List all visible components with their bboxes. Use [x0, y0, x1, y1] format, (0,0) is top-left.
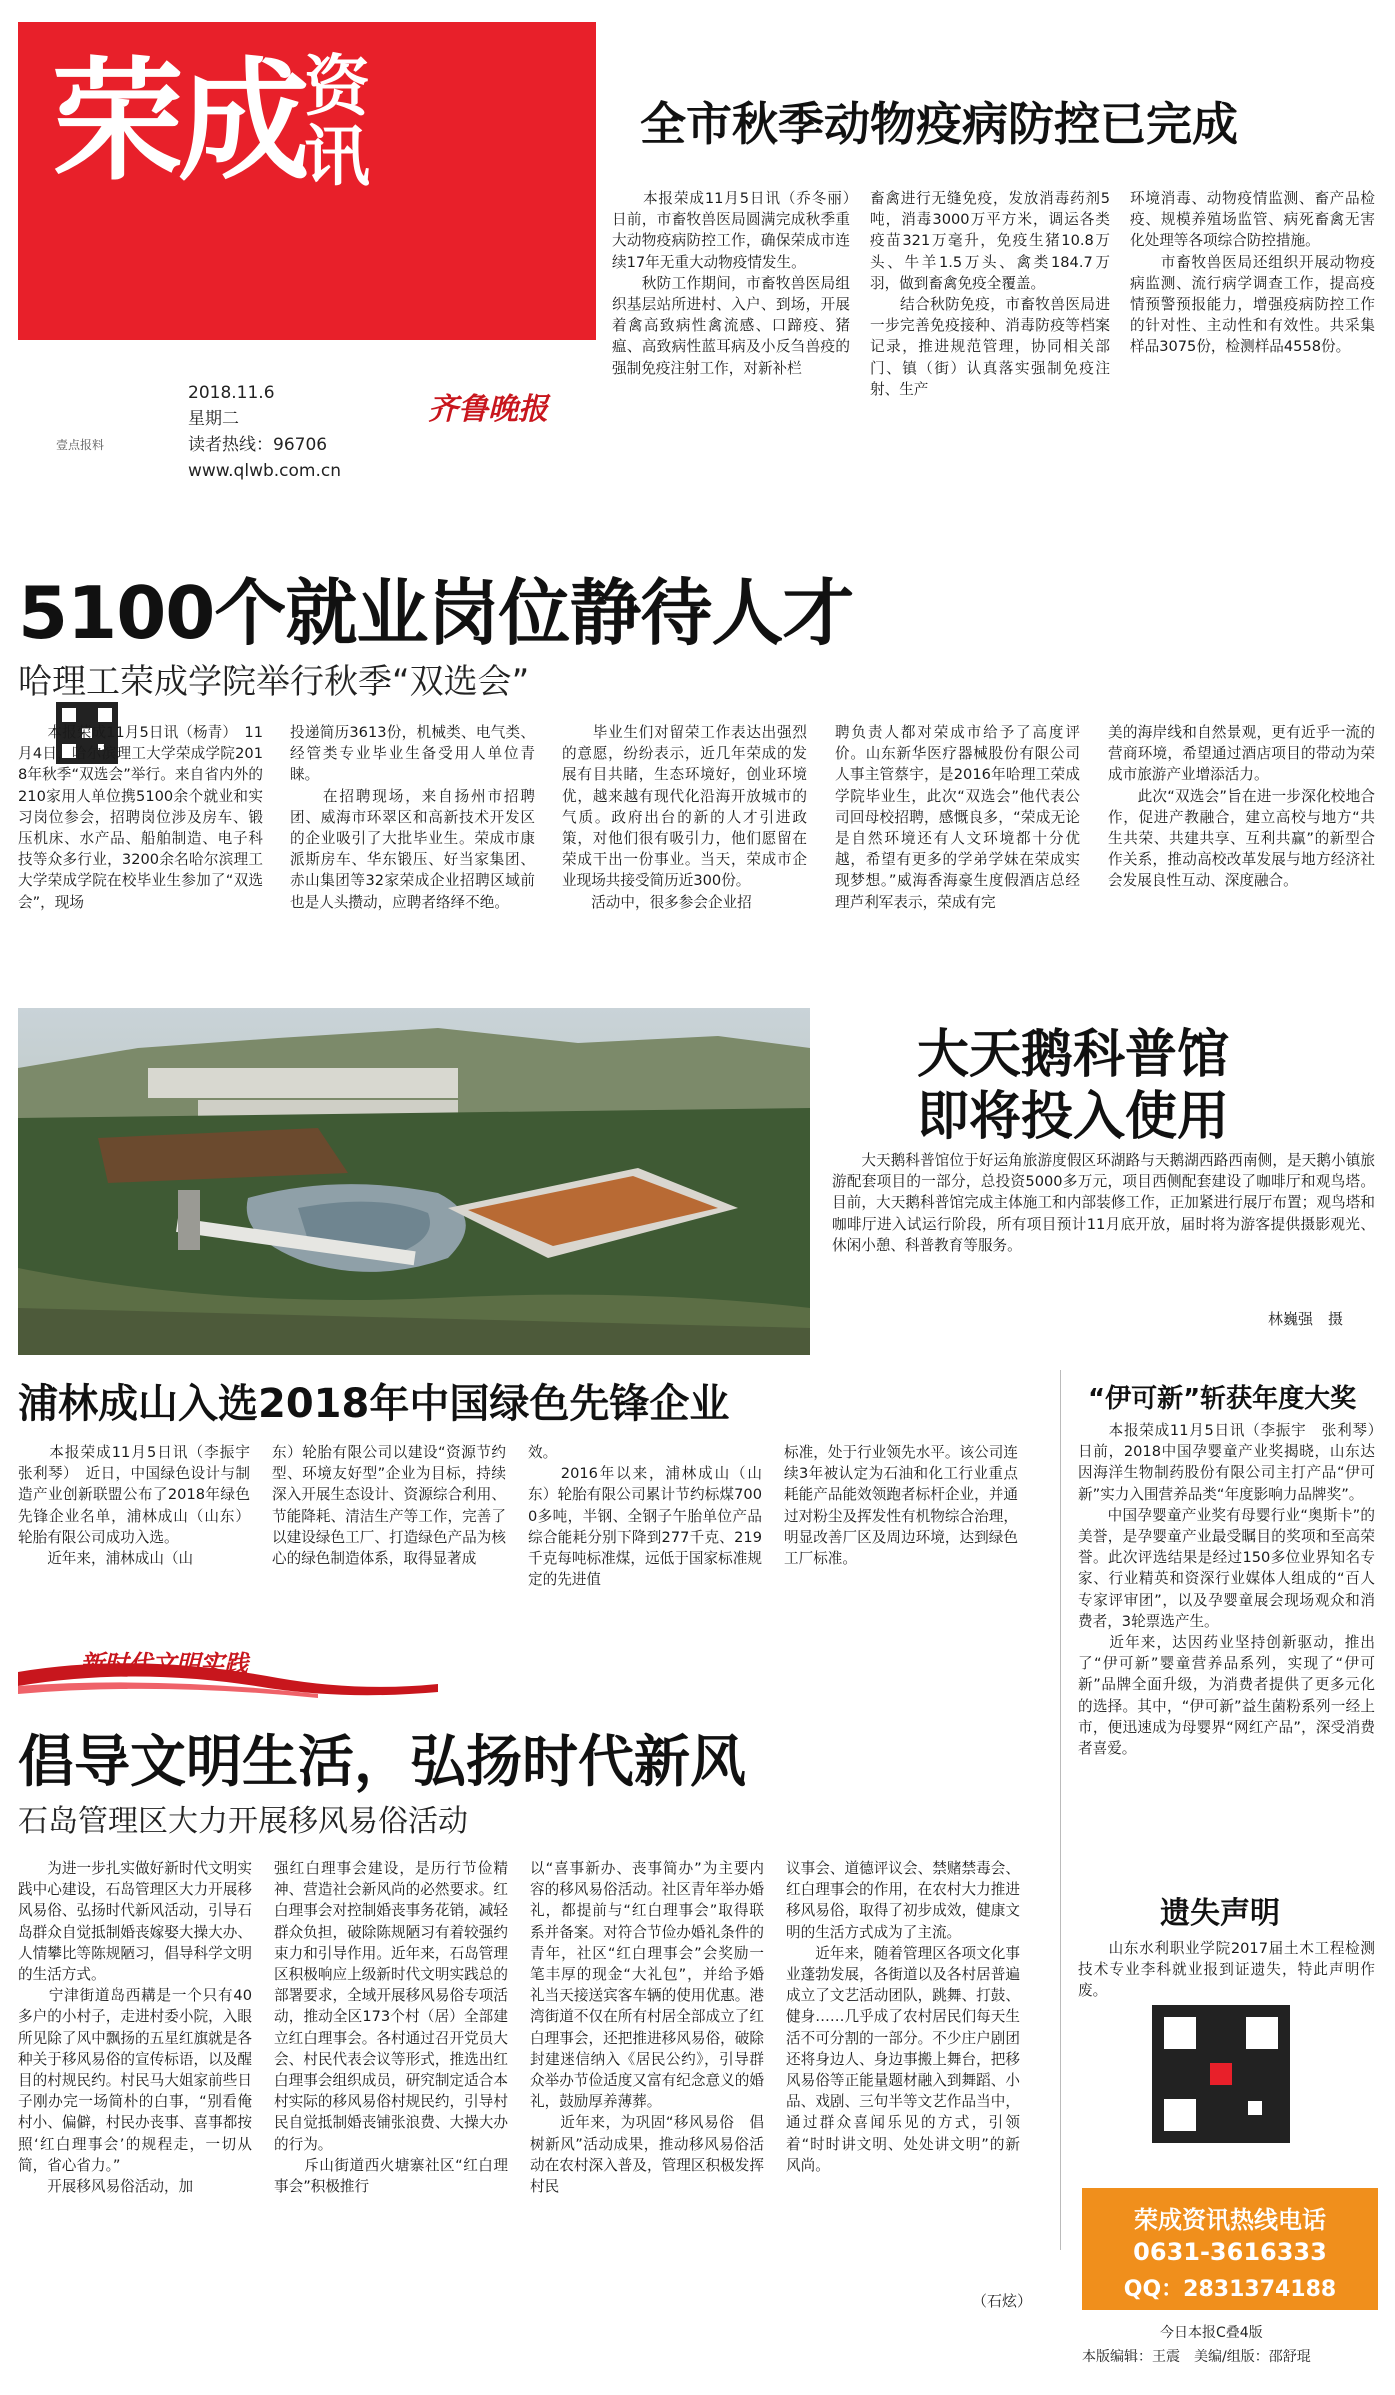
masthead-info-panel [18, 340, 596, 512]
article1-col3: 环境消毒、动物疫情监测、畜产品检疫、规模养殖场监管、病死畜禽无害化处理等各项综合防控措施。 市畜牧兽医局还组织开展动物疫病监测、流行病学调查工作，提高疫情预警预报能力，增强疫病防控工作的针对性、主动性和有效性。共采集样品3075份，检测样品4558份。 [1130, 190, 1375, 356]
aerial-photo-image [18, 1008, 810, 1355]
article6-byline: （石炫） [972, 2292, 1033, 2310]
paper-name-logo: 齐鲁晚报 [428, 392, 548, 427]
article6-col4: 议事会、道德评议会、禁赌禁毒会、红白理事会的作用，在农村大力推进移风易俗，取得了初步成效，健康文明的生活方式成为了主流。 近年来，随着管理区各项文化事业蓬勃发展，各街道以及各村居普遍成立了文艺活动团队，跳舞、打鼓、健身……几乎成了农村居民们每天生活不可分割的一部分。不少庄户剧团还将身边人、身边事搬上舞台，把移风易俗等正能量题材融入到舞蹈、小品、戏剧、三句半等文艺作品当中，通过群众喜闻乐见的方式，引领着“时时讲文明、处处讲文明”的新风尚。 [786, 1860, 1020, 2174]
article6-col3: 以“喜事新办、丧事简办”为主要内容的移风易俗活动。社区青年举办婚礼，都提前与“红白理事会”取得联系并备案。对符合节俭办婚礼条件的青年，社区“红白理事会”会奖励一笔丰厚的现金“大礼包”，并给予婚礼当天接送宾客车辆的使用优惠。港湾街道不仅在所有村居全部成立了红白理事会，还把推进移风易俗，破除封建迷信纳入《居民公约》，引导群众举办节俭适度又富有纪念意义的婚礼，鼓励厚养薄葬。 近年来，为巩固“移风易俗 倡树新风”活动成果，推动移风易俗活动在农村深入普及，管理区积极发挥村民 [530, 1860, 764, 2196]
notice-body: 山东水利职业学院2017届土木工程检测技术专业李科就业报到证遗失，特此声明作废。 [1078, 1940, 1375, 2000]
article2-col4: 聘负责人都对荣成市给予了高度评价。山东新华医疗器械股份有限公司人事主管蔡宇，是2016年哈理工荣成学院毕业生，此次“双选会”他代表公司回母校招聘，感慨良多，“荣成无论是自然环境还有人文环境都十分优越，希望有更多的学弟学妹在荣成实现梦想。”威海香海豪生度假酒店总经理芦利军表示，荣成有完 [835, 724, 1080, 911]
article2-subhead: 哈理工荣成学院举行秋季“双选会” [18, 662, 530, 702]
article4-col3: 效。 2016年以来，浦林成山（山东）轮胎有限公司累计节约标煤7000多吨，半钢、全钢子午胎单位产品综合能耗分别下降到277千克、219千克每吨标准煤，远低于国家标准规定的先进值 [528, 1444, 762, 1589]
footer-credits: 本版编辑：王震 美编/组版：邵舒琨 [1082, 2349, 1311, 2365]
article2-headline: 5100个就业岗位静待人才 [18, 571, 854, 655]
notice-headline: 遗失声明 [1160, 1896, 1280, 1931]
footer-note: 今日本报C叠4版 [1160, 2325, 1263, 2341]
article3-body: 大天鹅科普馆位于好运角旅游度假区环湖路与天鹅湖西路西南侧，是天鹅小镇旅游配套项目的一部分，总投资5000多万元，项目西侧配套建设了咖啡厅和观鸟塔。目前，大天鹅科普馆完成主体施工和内部装修工作，正加紧进行展厅布置；观鸟塔和咖啡厅进入试运行阶段，所有项目预计11月底开放，届时将为游客提供摄影观光、休闲小憩、科普教育等服务。 [832, 1152, 1375, 1254]
reader-hotline: 读者热线：96706 [188, 435, 328, 455]
article6-col1: 为进一步扎实做好新时代文明实践中心建设，石岛管理区大力开展移风易俗、弘扬时代新风活动，引导石岛群众自觉抵制婚丧嫁娶大操大办、人情攀比等陈规陋习，倡导科学文明的生活方式。 宁津街道岛西耩是一个只有40多户的小村子，走进村委小院，入眼所见除了风中飘扬的五星红旗就是各种关于移风易俗的宣传标语，以及醒目的村规民约。村民马大姐家前些日子刚办完一场简朴的白事，“别看俺村小、偏僻，村民办丧事、喜事都按照‘红白理事会’的规程走，一切从简，省心省力。” 开展移风易俗活动，加 [18, 1860, 252, 2196]
hotline-ad-box [1082, 2188, 1378, 2310]
article1-headline: 全市秋季动物疫病防控已完成 [640, 97, 1238, 151]
banner-label: 新时代文明实践 [80, 1650, 248, 1678]
article6-headline: 倡导文明生活，弘扬时代新风 [18, 1730, 746, 1795]
article5-body: 本报荣成11月5日讯（李振宇 张利琴） 日前，2018中国孕婴童产业奖揭晓，山东达因海洋生物制药股份有限公司主打产品“伊可新”实力入围营养品类“年度影响力品牌奖”。 中国孕婴童产业奖有母婴行业“奥斯卡”的美誉，是孕婴童产业最受瞩目的奖项和至高荣誉。此次评选结果是经过150多位业界知名专家、行业精英和资深行业媒体人组成的“百人专家评审团”，以及孕婴童展会现场观众和消费者，3轮票选产生。 近年来，达因药业坚持创新驱动，推出了“伊可新”婴童营养品系列，实现了“伊可新”品牌全面升级，为消费者提供了更多元化的选择。其中，“伊可新”益生菌粉系列一经上市，便迅速成为母婴界“网红产品”，深受消费者喜爱。 [1078, 1422, 1375, 1758]
ad-qq[interactable]: QQ：2831374188 [1123, 2277, 1337, 2302]
civilization-banner [18, 1642, 438, 1700]
article4-col1: 本报荣成11月5日讯（李振宇 张利琴） 近日，中国绿色设计与制造产业创新联盟公布了2018年绿色先锋企业名单，浦林成山（山东）轮胎有限公司成功入选。 近年来，浦林成山（山 [18, 1444, 250, 1568]
article4-col2: 东）轮胎有限公司以建设“资源节约型、环境友好型”企业为目标，持续深入开展生态设计、资源综合利用、节能降耗、清洁生产等工作，完善了以建设绿色工厂、打造绿色产品为核心的绿色制造体系，取得显著成 [272, 1444, 506, 1568]
ad-phone[interactable]: 0631-3616333 [1133, 2238, 1327, 2266]
photo-credit: 林巍强 摄 [1268, 1310, 1344, 1328]
article6-col2: 强红白理事会建设，是历行节俭精神、营造社会新风尚的必然要求。红白理事会对控制婚丧事务花销，减轻群众负担，破除陈规陋习有着较强约束力和引导作用。近年来，石岛管理区积极响应上级新时代文明实践总的部署要求，全域开展移风易俗专项活动，推动全区173个村（居）全部建立红白理事会。各村通过召开党员大会、村民代表会议等形式，推选出红白理事会组织成员，研究制定适合本村实际的移风易俗村规民约，引导村民自觉抵制婚丧铺张浪费、大操大办的行为。 斥山街道西火塘寨社区“红白理事会”积极推行 [274, 1860, 508, 2196]
issue-weekday: 星期二 [188, 409, 239, 429]
article3-headline-line2: 即将投入使用 [917, 1087, 1230, 1147]
qr-code-icon [1152, 2005, 1290, 2143]
article1-col2: 畜禽进行无缝免疫，发放消毒药剂5吨，消毒3000万平方米，调运各类疫苗321万毫升，免疫生猪10.8万头、牛羊1.5万头、禽类184.7万羽，做到畜禽免疫全覆盖。 结合秋防免疫，市畜牧兽医局进一步完善免疫接种、消毒防疫等档案记录，推进规范管理，协同相关部门、镇（街）认真落实强制免疫注射、生产 [870, 190, 1110, 398]
issue-date: 2018.11.6 [188, 383, 275, 403]
article1-col1: 本报荣成11月5日讯（乔冬丽） 日前，市畜牧兽医局圆满完成秋季重大动物疫病防控工作，确保荣成市连续17年无重大动物疫情发生。 秋防工作期间，市畜牧兽医局组织基层站所进村、入户、到场，开展着禽高致病性禽流感、口蹄疫、猪瘟、高致病性蓝耳病及小反刍兽疫的强制免疫注射工作，对新补栏 [612, 190, 850, 377]
article2-col1: 本报荣成11月5日讯（杨青） 11月4日，哈尔滨理工大学荣成学院2018年秋季“双选会”举行。来自省内外的210家用人单位携5100余个就业和实习岗位参会，招聘岗位涉及房车、锻压机床、水产品、船舶制造、电子科技等众多行业，3200余名哈尔滨理工大学荣成学院在校毕业生参加了“双选会”，现场 [18, 724, 263, 911]
masthead-details [188, 380, 341, 484]
column-divider [1060, 1370, 1061, 2250]
masthead-title: 荣成资讯 [52, 45, 370, 199]
qr-caption: 壹点报料 [56, 438, 105, 452]
article2-col5: 美的海岸线和自然景观，更有近乎一流的营商环境，希望通过酒店项目的带动为荣成市旅游产业增添活力。 此次“双选会”旨在进一步深化校地合作，促进产教融合，建立高校与地方“共生共荣、共建共享、互利共赢”的新型合作关系，推动高校改革发展与地方经济社会发展良性互动、深度融合。 [1108, 724, 1375, 890]
website-link[interactable]: www.qlwb.com.cn [188, 461, 341, 481]
article5-headline: “伊可新”斩获年度大奖 [1088, 1384, 1357, 1414]
ad-title: 荣成资讯热线电话 [1134, 2206, 1326, 2234]
article2-col2: 投递简历3613份，机械类、电气类、经管类专业毕业生备受用人单位青睐。 在招聘现场，来自扬州市招聘团、威海市环翠区和高新技术开发区的企业吸引了大批毕业生。荣成市康派斯房车、华东锻压、好当家集团、赤山集团等32家荣成企业招聘区域前也是人头攒动，应聘者络绎不绝。 [290, 724, 535, 911]
article2-col3: 毕业生们对留荣工作表达出强烈的意愿，纷纷表示，近几年荣成的发展有目共睹，生态环境好，创业环境优，越来越有现代化沿海开放城市的气质。政府出台的新的人才引进政策，对他们很有吸引力，他们愿留在荣成干出一份事业。当天，荣成市企业现场共接受简历近300份。 活动中，很多参会企业招 [562, 724, 807, 911]
article6-subhead: 石岛管理区大力开展移风易俗活动 [18, 1804, 468, 1839]
science-museum-photo [18, 1008, 810, 1355]
article3-headline-line1: 大天鹅科普馆 [917, 1025, 1230, 1085]
article4-col4: 标准，处于行业领先水平。该公司连续3年被认定为石油和化工行业重点耗能产品能效领跑者标杆企业，并通过对粉尘及挥发性有机物综合治理，明显改善厂区及周边环境，达到绿色工厂标准。 [784, 1444, 1018, 1568]
masthead [18, 22, 596, 512]
article4-headline: 浦林成山入选2018年中国绿色先锋企业 [18, 1381, 730, 1427]
